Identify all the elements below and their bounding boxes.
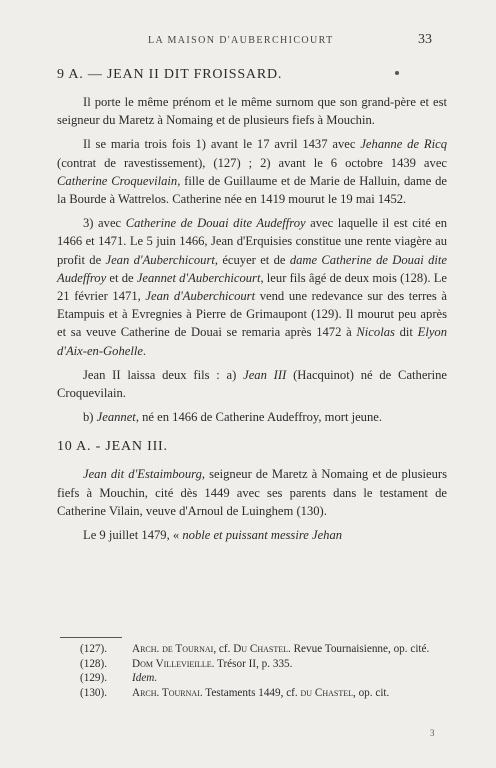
footnote: (129). Idem. <box>80 672 158 685</box>
paragraph: Le 9 juillet 1479, « noble et puissant messire Jehan <box>83 528 343 543</box>
paragraph: Il se maria trois fois 1) avant le 17 avril 1437 avec Jehanne de Ricq (contrat de ravestissement), (127) ; 2) avant le 6 octobre 1439 avec Catherine Croquevilain, fille de Guillaume et de Marie de Halluin, dame de la Bourde à Wattrelos. Catherine née en 1419 mourut le 19 mai 1452. <box>57 137 448 207</box>
running-title: LA MAISON D'AUBERCHICOURT <box>148 35 334 46</box>
paragraph: b) Jeannet, né en 1466 de Catherine Audeffroy, mort jeune. <box>83 410 383 425</box>
page-number: 33 <box>418 32 432 47</box>
section-heading-9: 9 A. — JEAN II DIT FROISSARD. <box>57 67 283 82</box>
paragraph: Jean dit d'Estaimbourg, seigneur de Maretz à Nomaing et de plusieurs fiefs à Mouchin, cité dès 1449 avec ses parents dans le testament de Catherine Vilain, veuve d'Arnoul de Luinghem (130). <box>57 467 447 518</box>
paragraph: 3) avec Catherine de Douai dite Audeffroy avec laquelle il est cité en 1466 et 1471. Le 5 juin 1466, Jean d'Erquisies constitue une rente viagère au profit de Jean d'Auberchicourt, écuyer et de dame Catherine de Douai dite Audeffroy et de Jeannet d'Auberchicourt, leur fils âgé de deux mois (128). Le 21 février 1471, Jean d'Auberchicourt vend une redevance sur des terres à Etampuis et à Evregnies à Pierre de Grimaupont (129). Il mourut peu après et sa veuve Catherine de Douai se remaria après 1472 à Nicolas dit Elyon d'Aix-en-Gohelle. <box>57 216 448 358</box>
paragraph: Jean II laissa deux fils : a) Jean III (Hacquinot) né de Catherine Croquevilain. <box>57 367 448 401</box>
signature-mark: 3 <box>430 728 435 738</box>
footnote: (127). Arch. de Tournai, cf. Du Chastel. Revue Tournaisienne, op. cité. <box>80 643 430 655</box>
footnote-rule <box>60 637 122 638</box>
section-heading-10: 10 A. - JEAN III. <box>57 439 168 455</box>
main-text <box>57 66 447 550</box>
footnote: (128). Dom Villevieille. Trésor II, p. 335. <box>80 657 293 670</box>
paragraph: Il porte le même prénom et le même surnom que son grand-père et est seigneur du Maretz à Nomaing et de plusieurs fiefs à Mouchin. <box>57 95 447 128</box>
footnote: (130). Arch. Tournai. Testaments 1449, cf. du Chastel, op. cit. <box>80 686 390 699</box>
running-head <box>0 32 496 53</box>
footnotes <box>80 642 450 700</box>
